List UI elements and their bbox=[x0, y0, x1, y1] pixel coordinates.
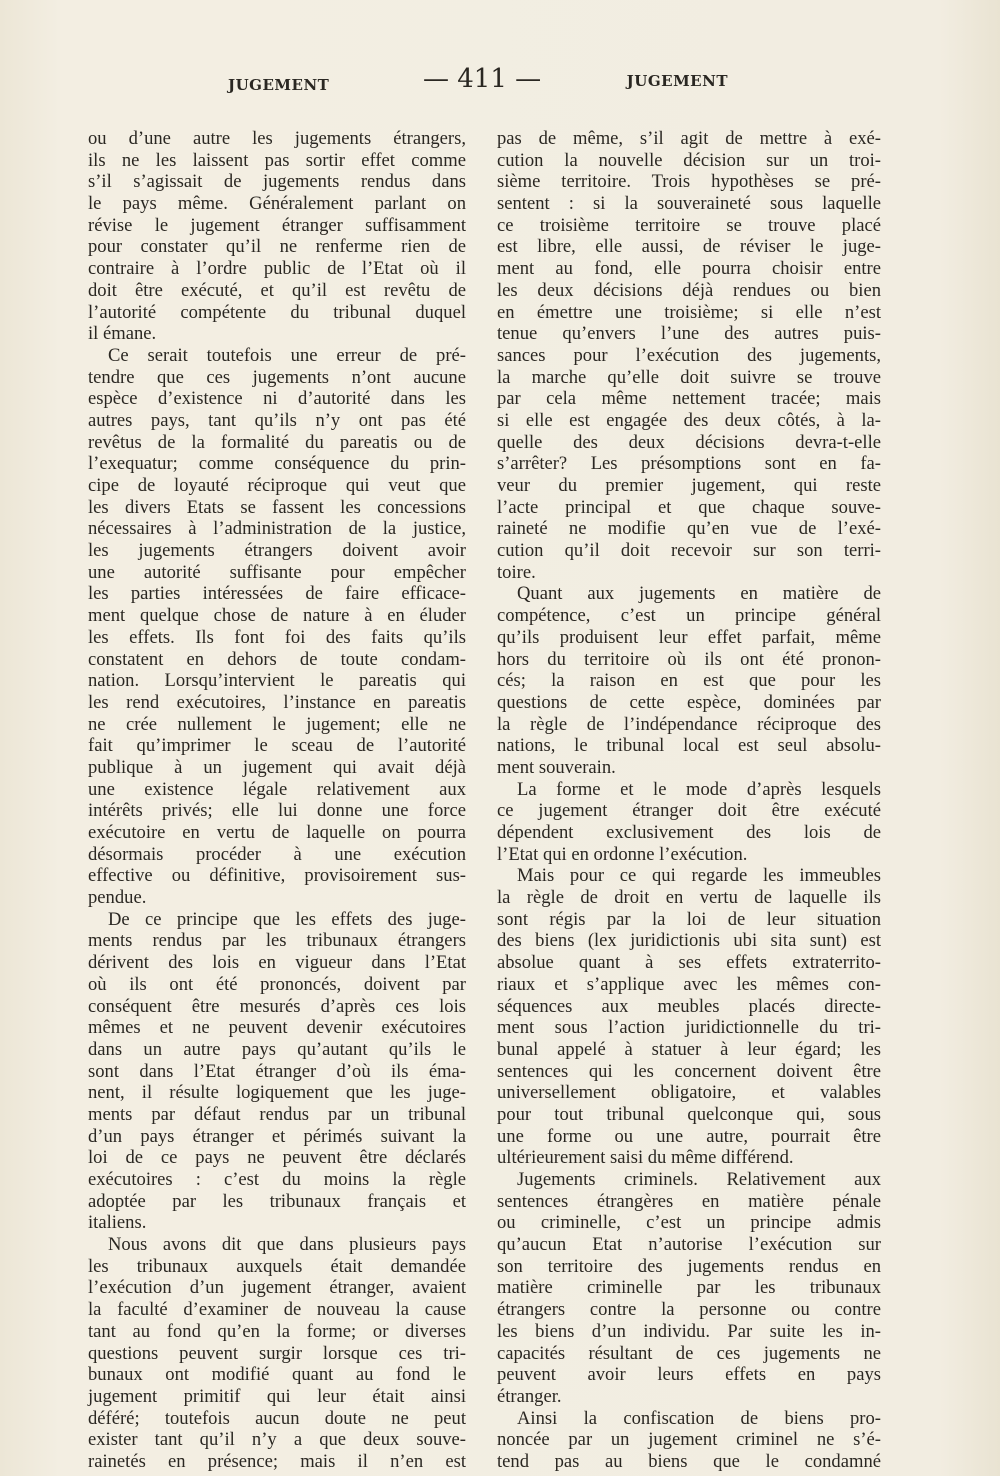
left-column-line: sont dans l’Etat étranger d’où ils éma- bbox=[88, 1060, 466, 1082]
left-column-line: questions peuvent surgir lorsque ces tri- bbox=[88, 1342, 466, 1364]
right-column-line: si elle est engagée des deux côtés, à la- bbox=[497, 409, 881, 431]
right-column-line: cution la nouvelle décision sur un troi- bbox=[497, 149, 881, 171]
right-column-line: tend pas au biens que le condamné bbox=[497, 1450, 881, 1472]
right-column-line: l’Etat qui en ordonne l’exécution. bbox=[497, 843, 748, 865]
right-column-line: une forme ou une autre, pourrait être bbox=[497, 1125, 881, 1147]
right-column-line: Ainsi la confiscation de biens pro- bbox=[517, 1407, 881, 1429]
left-column-line: nent, il résulte logiquement que les juge- bbox=[88, 1082, 466, 1104]
left-column-line: ments rendus par les tribunaux étrangers bbox=[88, 930, 466, 952]
right-column-line: tenue qu’envers l’une des autres puis- bbox=[497, 323, 881, 345]
left-column-line: adoptée par les tribunaux français et bbox=[88, 1190, 466, 1212]
left-column-line: exécutoire en vertu de laquelle on pourra bbox=[88, 822, 466, 843]
right-column-line: ce troisième territoire se trouve placé bbox=[497, 214, 881, 236]
right-column-line: ou criminelle, c’est un principe admis bbox=[497, 1212, 881, 1234]
left-column-line: il émane. bbox=[88, 323, 157, 345]
right-column-line: hors du territoire où ils ont été pronon- bbox=[497, 648, 881, 670]
left-column-line: nécessaires à l’administration de la justice, bbox=[88, 518, 466, 540]
left-column-line: ments par défaut rendus par un tribunal bbox=[88, 1103, 466, 1125]
left-column-line: tendre que ces jugements n’ont aucune bbox=[88, 366, 466, 388]
left-column-line: ou d’une autre les jugements étrangers, bbox=[88, 128, 466, 149]
right-column-line: nations, le tribunal local est seul absolu- bbox=[497, 735, 881, 757]
left-column-line: les tribunaux auxquels était demandée bbox=[88, 1255, 466, 1277]
left-column-line: nation. Lorsqu’intervient le pareatis qui bbox=[88, 670, 466, 692]
left-column-line: le pays même. Généralement parlant on bbox=[88, 193, 466, 215]
right-column-line: riaux et s’applique avec les mêmes con- bbox=[497, 973, 881, 995]
right-column-line: sentent : si la souveraineté sous laquelle bbox=[497, 193, 881, 215]
right-text-column bbox=[497, 128, 881, 1473]
right-column-line: est libre, elle aussi, de réviser le juge- bbox=[497, 236, 881, 258]
right-column-line: en émettre une troisième; si elle n’est bbox=[497, 301, 881, 323]
left-column-line: ils ne les laissent pas sortir effet comme bbox=[88, 149, 466, 171]
left-column-line: rainetés en présence; mais il n’en est bbox=[88, 1450, 466, 1472]
right-column-line: des biens (lex juridictionis ubi sita sunt) est bbox=[497, 930, 881, 952]
page-number: — 411 — bbox=[423, 64, 542, 94]
left-column-line: loi de ce pays ne peuvent être déclarés bbox=[88, 1147, 466, 1169]
right-column-line: noncée par un jugement criminel ne s’é- bbox=[497, 1429, 881, 1451]
right-column-line: étranger. bbox=[497, 1385, 562, 1407]
right-column-line: absolue quant à ses effets extraterrito- bbox=[497, 952, 881, 974]
left-column-line: contraire à l’ordre public de l’Etat où il bbox=[88, 258, 466, 280]
left-column-line: Nous avons dit que dans plusieurs pays bbox=[108, 1234, 466, 1256]
right-column-line: pour tout tribunal quelconque qui, sous bbox=[497, 1103, 881, 1125]
right-column-line: universellement obligatoire, et valables bbox=[497, 1082, 881, 1104]
right-column-line: sième territoire. Trois hypothèses se pré- bbox=[497, 171, 881, 193]
left-column-line: une existence légale relativement aux bbox=[88, 778, 466, 800]
left-column-line: effective ou définitive, provisoirement sus- bbox=[88, 865, 466, 887]
right-column-line: ment sous l’action juridictionnelle du tri- bbox=[497, 1017, 881, 1039]
left-column-line: la faculté d’examiner de nouveau la cause bbox=[88, 1299, 466, 1321]
right-column-line: sentences qui les concernent doivent être bbox=[497, 1060, 881, 1082]
left-column-line: constatent en dehors de toute condam- bbox=[88, 648, 466, 670]
right-column-line: capacités résultant de ces jugements ne bbox=[497, 1342, 881, 1364]
left-column-line: doit être exécuté, et qu’il est revêtu de bbox=[88, 279, 466, 301]
right-column-line: Quant aux jugements en matière de bbox=[517, 583, 881, 605]
right-column-line: son territoire des jugements rendus en bbox=[497, 1255, 881, 1277]
left-column-line: ne crée nullement le jugement; elle ne bbox=[88, 713, 466, 735]
right-column-line: s’arrêter? Les présomptions sont en fa- bbox=[497, 453, 881, 475]
left-column-line: exécutoires : c’est du moins la règle bbox=[88, 1169, 466, 1190]
left-column-line: s’il s’agissait de jugements rendus dans bbox=[88, 171, 466, 193]
left-column-line: tant au fond qu’en la forme; or diverses bbox=[88, 1320, 466, 1342]
right-column-line: ment souverain. bbox=[497, 756, 616, 778]
right-column-line: Mais pour ce qui regarde les immeubles bbox=[517, 865, 881, 887]
left-column-line: publique à un jugement qui avait déjà bbox=[88, 756, 466, 778]
left-column-line: les parties intéressées de faire efficace- bbox=[88, 583, 466, 605]
left-column-line: bunaux ont modifié quant au fond le bbox=[88, 1364, 466, 1386]
left-column-line: l’exécution d’un jugement étranger, avaient bbox=[88, 1277, 466, 1299]
right-column-line: dépendent exclusivement des lois de bbox=[497, 822, 881, 843]
right-column-line: ce jugement étranger doit être exécuté bbox=[497, 800, 881, 822]
right-column-line: qu’aucun Etat n’autorise l’exécution sur bbox=[497, 1234, 881, 1256]
right-column-line: pas de même, s’il agit de mettre à exé- bbox=[497, 128, 881, 149]
right-column-line: bunal appelé à statuer à leur égard; les bbox=[497, 1038, 881, 1060]
right-column-line: séquences aux meubles placés directe- bbox=[497, 995, 881, 1017]
left-column-line: révise le jugement étranger suffisamment bbox=[88, 214, 466, 236]
right-column-line: l’acte principal et que chaque souve- bbox=[497, 496, 881, 518]
right-column-line: toire. bbox=[497, 561, 536, 583]
left-column-line: De ce principe que les effets des juge- bbox=[108, 908, 466, 930]
header-right-title: JUGEMENT bbox=[626, 72, 728, 90]
right-column-line: Jugements criminels. Relativement aux bbox=[517, 1169, 881, 1190]
right-column-line: par cela même nettement tracée; mais bbox=[497, 388, 881, 410]
right-column-line: cés; la raison en est que pour les bbox=[497, 670, 881, 692]
left-column-line: l’exequatur; comme conséquence du prin- bbox=[88, 453, 466, 475]
left-column-line: les divers Etats se fassent les concessions bbox=[88, 496, 466, 518]
right-column-line: compétence, c’est un principe général bbox=[497, 605, 881, 627]
left-column-line: espèce d’existence ni d’autorité dans les bbox=[88, 388, 466, 410]
left-column-line: d’un pays étranger et périmés suivant la bbox=[88, 1125, 466, 1147]
right-column-line: sances pour l’exécution des jugements, bbox=[497, 344, 881, 366]
right-column-line: la règle de droit en vertu de laquelle ils bbox=[497, 887, 881, 909]
right-column-line: qu’ils produisent leur effet parfait, même bbox=[497, 626, 881, 648]
left-column-line: italiens. bbox=[88, 1212, 147, 1234]
left-column-line: où ils ont été prononcés, doivent par bbox=[88, 973, 466, 995]
left-column-line: les effets. Ils font foi des faits qu’ils bbox=[88, 626, 466, 648]
right-column-line: peuvent avoir leurs effets en pays bbox=[497, 1364, 881, 1386]
right-column-line: la marche qu’elle doit suivre se trouve bbox=[497, 366, 881, 388]
right-column-line: matière criminelle par les tribunaux bbox=[497, 1277, 881, 1299]
left-column-line: dérivent des lois en vigueur dans l’Etat bbox=[88, 952, 466, 974]
left-column-line: conséquent être mesurés d’après ces lois bbox=[88, 995, 466, 1017]
left-column-line: une autorité suffisante pour empêcher bbox=[88, 561, 466, 583]
running-header bbox=[228, 64, 728, 108]
right-column-line: ultérieurement saisi du même différend. bbox=[497, 1147, 794, 1169]
right-column-line: sont régis par la loi de leur situation bbox=[497, 908, 881, 930]
left-column-line: pendue. bbox=[88, 887, 147, 909]
left-column-line: l’autorité compétente du tribunal duquel bbox=[88, 301, 466, 323]
right-column-line: ment au fond, elle pourra choisir entre bbox=[497, 258, 881, 280]
right-column-line: étrangers contre la personne ou contre bbox=[497, 1299, 881, 1321]
right-column-line: sentences étrangères en matière pénale bbox=[497, 1190, 881, 1212]
right-column-line: les biens d’un individu. Par suite les in- bbox=[497, 1320, 881, 1342]
left-column-line: intérêts privés; elle lui donne une force bbox=[88, 800, 466, 822]
left-column-line: cipe de loyauté réciproque qui veut que bbox=[88, 475, 466, 496]
right-column-line: raineté ne modifie qu’en vue de l’exé- bbox=[497, 518, 881, 540]
left-column-line: Ce serait toutefois une erreur de pré- bbox=[108, 344, 466, 366]
left-column-line: jugement primitif qui leur était ainsi bbox=[88, 1385, 466, 1407]
right-column-line: La forme et le mode d’après lesquels bbox=[517, 778, 881, 800]
left-column-line: dans un autre pays qu’autant qu’ils le bbox=[88, 1038, 466, 1060]
header-left-title: JUGEMENT bbox=[228, 76, 330, 94]
left-column-line: désormais procéder à une exécution bbox=[88, 843, 466, 865]
left-column-line: pour constater qu’il ne renferme rien de bbox=[88, 236, 466, 258]
right-column-line: quelle des deux décisions devra-t-elle bbox=[497, 431, 881, 453]
left-text-column bbox=[88, 128, 466, 1473]
right-column-line: les deux décisions déjà rendues ou bien bbox=[497, 279, 881, 301]
left-column-line: ment quelque chose de nature à en éluder bbox=[88, 605, 466, 627]
left-column-line: les jugements étrangers doivent avoir bbox=[88, 540, 466, 562]
right-column-line: cution qu’il doit recevoir sur son terri- bbox=[497, 540, 881, 562]
left-column-line: exister tant qu’il n’y a que deux souve- bbox=[88, 1429, 466, 1451]
right-column-line: veur du premier jugement, qui reste bbox=[497, 475, 881, 496]
right-column-line: la règle de l’indépendance réciproque des bbox=[497, 713, 881, 735]
right-column-line: questions de cette espèce, dominées par bbox=[497, 691, 881, 713]
left-column-line: les rend exécutoires, l’instance en pareatis bbox=[88, 691, 466, 713]
left-column-line: déféré; toutefois aucun doute ne peut bbox=[88, 1407, 466, 1429]
left-column-line: revêtus de la formalité du pareatis ou de bbox=[88, 431, 466, 453]
left-column-line: fait qu’imprimer le sceau de l’autorité bbox=[88, 735, 466, 757]
left-column-line: mêmes et ne peuvent devenir exécutoires bbox=[88, 1017, 466, 1039]
left-column-line: autres pays, tant qu’ils n’y ont pas été bbox=[88, 409, 466, 431]
